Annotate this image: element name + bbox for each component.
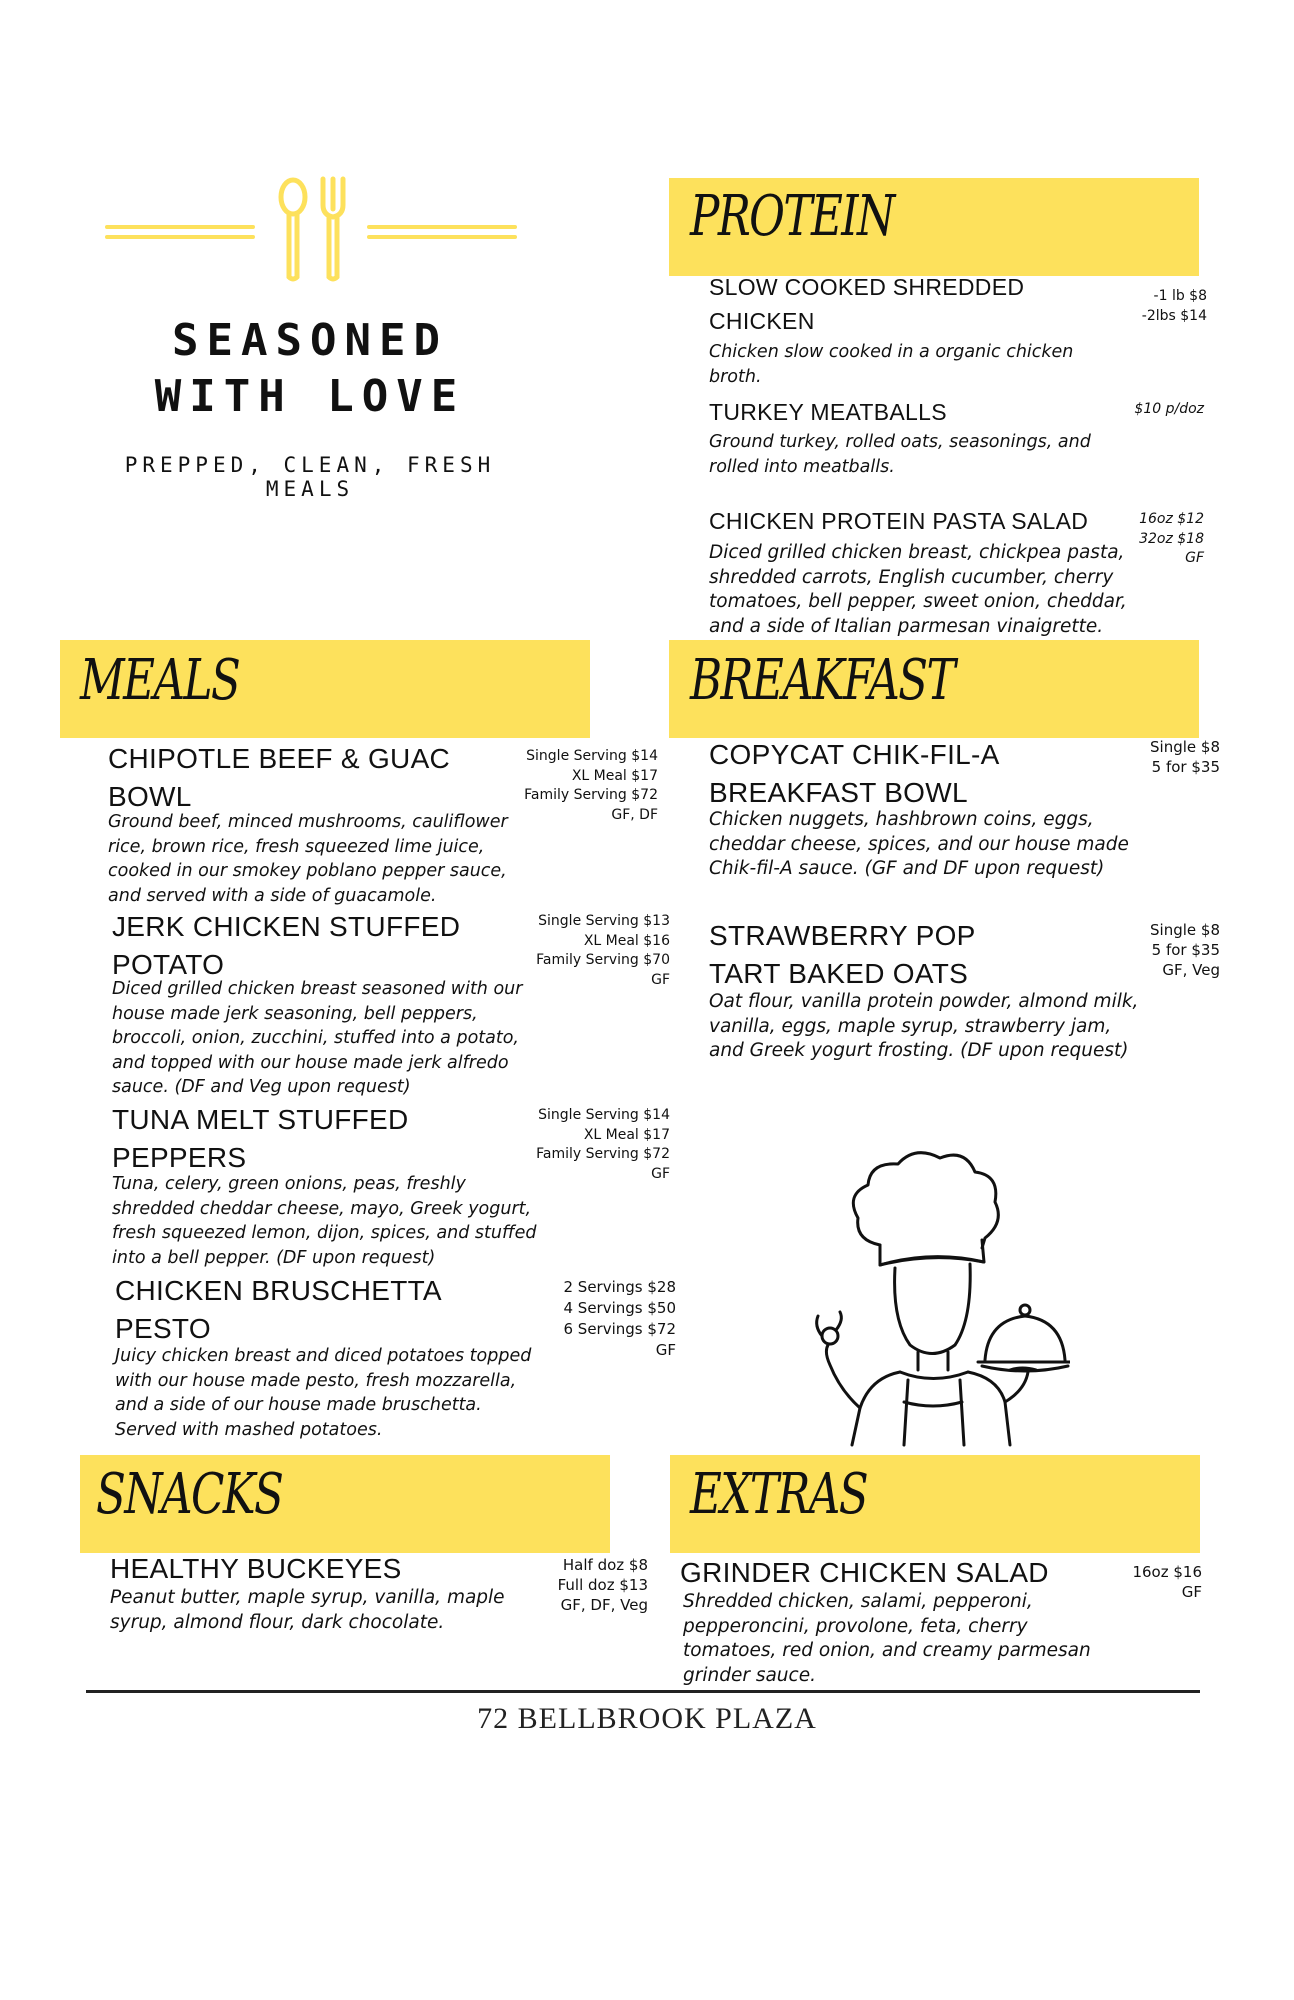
meals-item-name: TUNA MELT STUFFED PEPPERS (112, 1104, 409, 1173)
meals-item-price: 2 Servings $28 4 Servings $50 6 Servings $72 GF (563, 1278, 676, 1359)
breakfast-item-price: Single $8 5 for $35 GF, Veg (1150, 921, 1220, 979)
meals-item-name: CHICKEN BRUSCHETTA PESTO (115, 1275, 441, 1344)
meals-item-price: Single Serving $14 XL Meal $17 Family Serving $72 GF, DF (524, 748, 658, 823)
protein-item-desc: Ground turkey, rolled oats, seasonings, and rolled into meatballs. (709, 432, 1091, 477)
brand-tagline: PREPPED, CLEAN, FRESH MEALS (124, 453, 496, 501)
snacks-title: SNACKS (96, 1462, 283, 1527)
extras-item-desc: Shredded chicken, salami, pepperoni, pepperoncini, provolone, feta, cherry tomatoes, red onion, and creamy parmesan grinder sauce. (683, 1591, 1091, 1686)
meals-item-desc: Juicy chicken breast and diced potatoes topped with our house made pesto, fresh mozzarella, and a side of our house made bruschetta. Served with mashed potatoes. (115, 1346, 532, 1440)
breakfast-item-price: Single $8 5 for $35 (1150, 738, 1220, 776)
breakfast-item-name: STRAWBERRY POP TART BAKED OATS (709, 920, 976, 989)
meals-item-desc: Diced grilled chicken breast seasoned with our house made jerk seasoning, bell peppers, broccoli, onion, zucchini, stuffed into a potato, and topped with our house made jerk alfredo sauce. (DF and Veg upon request) (112, 979, 523, 1097)
protein-item-name: SLOW COOKED SHREDDED CHICKEN (709, 274, 1025, 334)
chef-holding-cloche-icon (800, 1140, 1070, 1450)
meals-item-desc: Tuna, celery, green onions, peas, freshly shredded cheddar cheese, mayo, Greek yogurt, fresh squeezed lemon, dijon, spices, and stuffed into a bell pepper. (DF upon request) (112, 1174, 537, 1268)
breakfast-title: BREAKFAST (690, 648, 955, 713)
meals-item-name: JERK CHICKEN STUFFED POTATO (112, 911, 461, 980)
protein-item-name: CHICKEN PROTEIN PASTA SALAD (709, 508, 1089, 534)
extras-item-price: 16oz $16 GF (1132, 1563, 1202, 1601)
protein-item-desc: Chicken slow cooked in a organic chicken broth. (709, 342, 1074, 387)
breakfast-item-name: COPYCAT CHIK-FIL-A BREAKFAST BOWL (709, 739, 999, 808)
extras-item-name: GRINDER CHICKEN SALAD (680, 1557, 1049, 1588)
logo (105, 175, 517, 285)
protein-title: PROTEIN (690, 184, 894, 249)
footer-divider (86, 1690, 1200, 1693)
meals-item-desc: Ground beef, minced mushrooms, cauliflower rice, brown rice, fresh squeezed lime juice, cooked in our smokey poblano pepper sauce, and served with a side of guacamole. (108, 812, 508, 906)
protein-item-price: $10 p/doz (1134, 401, 1204, 417)
snacks-item-desc: Peanut butter, maple syrup, vanilla, maple syrup, almond flour, dark chocolate. (110, 1587, 505, 1633)
breakfast-item-desc: Chicken nuggets, hashbrown coins, eggs, cheddar cheese, spices, and our house made Chik-fil-A sauce. (GF and DF upon request) (709, 809, 1129, 879)
protein-item-price: -1 lb $8 -2lbs $14 (1141, 288, 1207, 324)
meals-item-price: Single Serving $13 XL Meal $16 Family Serving $70 GF (536, 913, 670, 988)
snacks-item-price: Half doz $8 Full doz $13 GF, DF, Veg (557, 1556, 648, 1614)
breakfast-item-desc: Oat flour, vanilla protein powder, almond milk, vanilla, eggs, maple syrup, strawberry jam, and Greek yogurt frosting. (DF upon request) (709, 991, 1139, 1061)
extras-title: EXTRAS (690, 1462, 868, 1527)
footer-address: 72 BELLBROOK PLAZA (477, 1702, 817, 1735)
brand-name: SEASONED WITH LOVE (154, 315, 466, 422)
meals-title: MEALS (80, 648, 240, 713)
meals-item-price: Single Serving $14 XL Meal $17 Family Serving $72 GF (536, 1107, 670, 1182)
protein-item-price: 16oz $12 32oz $18 GF (1139, 511, 1204, 566)
spoon-fork-icon (105, 175, 517, 285)
meals-item-name: CHIPOTLE BEEF & GUAC BOWL (108, 743, 451, 812)
snacks-item-name: HEALTHY BUCKEYES (110, 1553, 402, 1584)
protein-item-name: TURKEY MEATBALLS (709, 399, 947, 425)
protein-item-desc: Diced grilled chicken breast, chickpea pasta, shredded carrots, English cucumber, cherry tomatoes, bell pepper, sweet onion, cheddar, and a side of Italian parmesan vinaigrette. (709, 542, 1127, 637)
